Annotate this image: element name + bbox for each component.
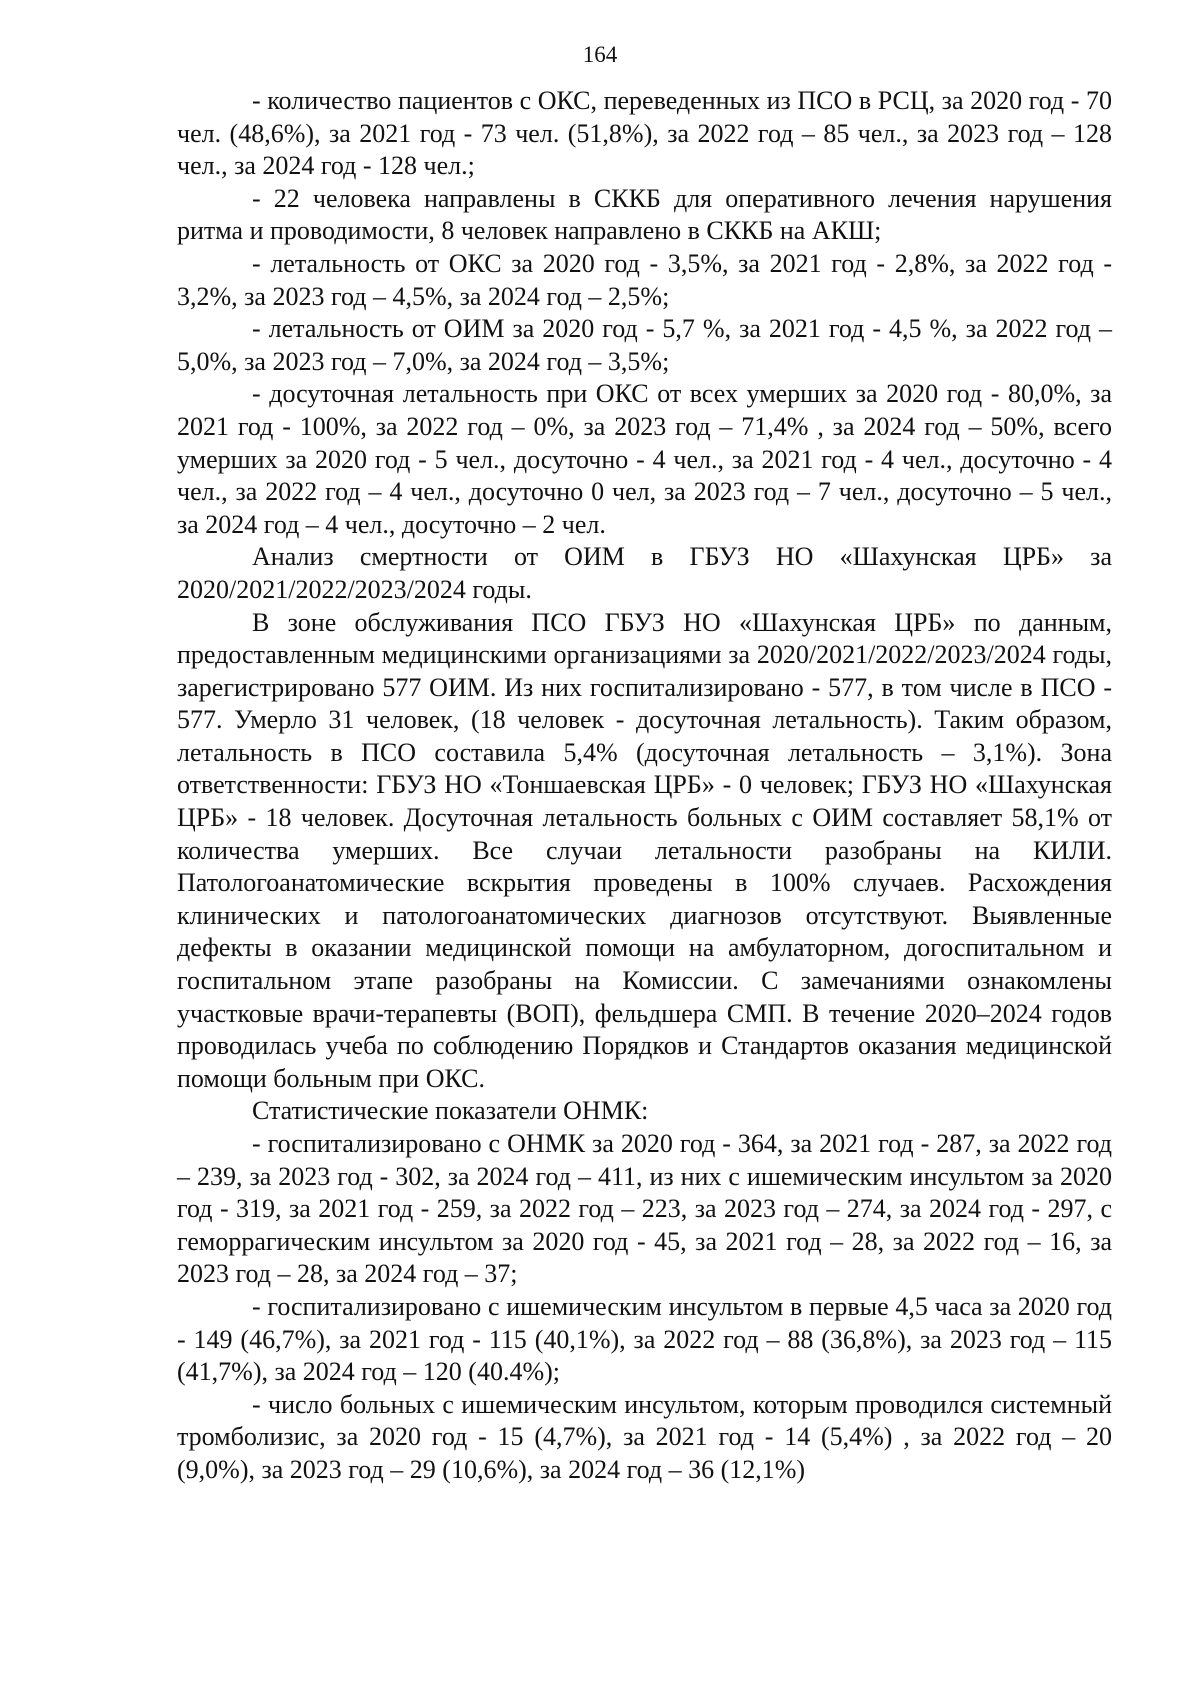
paragraph-pso-service-zone: В зоне обслуживания ПСО ГБУЗ НО «Шахунская ЦРБ» по данным, предоставленным медицинскими организациями за 2020/2021/2022/2023/2024 годы, зарегистрировано 577 ОИМ. Из них госпитализировано - 577, в том числе в ПСО - 577. Умерло 31 человек, (18 человек - досуточная летальность). Таким образом, летальность в ПСО составила 5,4% (досуточная летальность – 3,1%). Зона ответственности: ГБУЗ НО «Тоншаевская ЦРБ» - 0 человек; ГБУЗ НО «Шахунская ЦРБ» - 18 человек. Досуточная летальность больных с ОИМ составляет 58,1% от количества умерших. Все случаи летальности разобраны на КИЛИ. Патологоанатомические вскрытия проведены в 100% случаев. Расхождения клинических и патологоанатомических диагнозов отсутствуют. Выявленные дефекты в оказании медицинской помощи на амбулаторном, догоспитальном и госпитальном этапе разобраны на Комиссии. С замечаниями ознакомлены участковые врачи-терапевты (ВОП), фельдшера СМП. В течение 2020–2024 годов проводилась учеба по соблюдению Порядков и Стандартов оказания медицинской помощи больным при ОКС.	[177, 607, 1112, 1093]
page-number: 164	[582, 42, 618, 67]
document-body	[177, 85, 1112, 1487]
paragraph-early-lethality: - досуточная летальность при ОКС от всех умерших за 2020 год - 80,0%, за 2021 год - 100%, за 2022 год – 0%, за 2023 год – 71,4% , за 2024 год – 50%, всего умерших за 2020 год - 5 чел., досуточно - 4 чел., за 2021 год - 4 чел., досуточно - 4 чел., за 2022 год – 4 чел., досуточно 0 чел, за 2023 год – 7 чел., досуточно – 5 чел., за 2024 год – 4 чел., досуточно – 2 чел.	[177, 379, 1112, 539]
paragraph-thrombolysis: - число больных с ишемическим инсультом, которым проводился системный тромболизис, за 2020 год - 15 (4,7%), за 2021 год - 14 (5,4%) , за 2022 год – 20 (9,0%), за 2023 год – 29 (10,6%), за 2024 год – 36 (12,1%)	[177, 1389, 1112, 1484]
paragraph-ischemic-first-hours: - госпитализировано с ишемическим инсультом в первые 4,5 часа за 2020 год - 149 (46,7%), за 2021 год - 115 (40,1%), за 2022 год – 88 (36,8%), за 2023 год – 115 (41,7%), за 2024 год – 120 (40.4%);	[177, 1291, 1112, 1387]
paragraph-oks-lethality: - летальность от ОКС за 2020 год - 3,5%, за 2021 год - 2,8%, за 2022 год - 3,2%, за 2023 год – 4,5%, за 2024 год – 2,5%;	[177, 248, 1112, 311]
paragraph-onmk-heading: Статистические показатели ОНМК:	[252, 1096, 649, 1126]
paragraph-onmk-hospitalized: - госпитализировано с ОНМК за 2020 год - 364, за 2021 год - 287, за 2022 год – 239, за 2023 год - 302, за 2024 год – 411, из них с ишемическим инсультом за 2020 год - 319, за 2021 год - 259, за 2022 год – 223, за 2023 год – 274, за 2024 год - 297, с геморрагическим инсультом за 2020 год - 45, за 2021 год – 28, за 2022 год – 16, за 2023 год – 28, за 2024 год – 37;	[177, 1129, 1112, 1289]
paragraph-skkb-referrals: - 22 человека направлены в СККБ для оперативного лечения нарушения ритма и проводимости, 8 человек направлено в СККБ на АКШ;	[177, 183, 1112, 246]
paragraph-oim-lethality: - летальность от ОИМ за 2020 год - 5,7 %, за 2021 год - 4,5 %, за 2022 год – 5,0%, за 2023 год – 7,0%, за 2024 год – 3,5%;	[177, 314, 1112, 376]
paragraph-mortality-analysis-heading: Анализ смертности от ОИМ в ГБУЗ НО «Шахунская ЦРБ» за 2020/2021/2022/2023/2024 годы.	[177, 542, 1112, 604]
paragraph-oks-transfers: - количество пациентов с ОКС, переведенных из ПСО в РСЦ, за 2020 год - 70 чел. (48,6%), за 2021 год - 73 чел. (51,8%), за 2022 год – 85 чел., за 2023 год – 128 чел., за 2024 год - 128 чел.;	[177, 86, 1112, 181]
